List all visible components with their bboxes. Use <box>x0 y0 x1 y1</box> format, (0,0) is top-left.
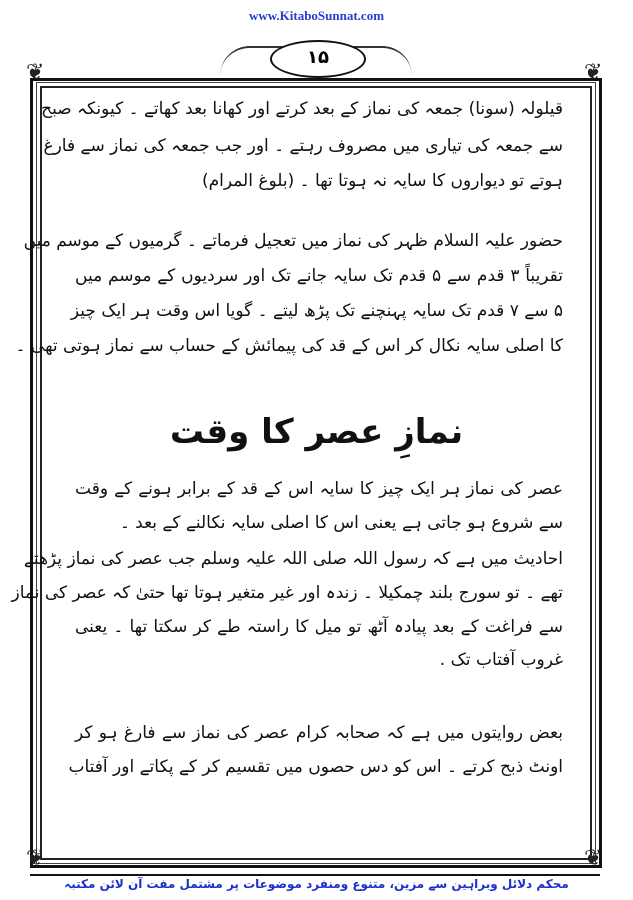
text-line: بعض روایتوں میں ہے کہ صحابہ کرام عصر کی نماز سے فارغ ہو کر <box>75 723 563 743</box>
text-line: غروب آفتاب تک . <box>439 650 563 670</box>
text-line: ہوتے تو دیواروں کا سایہ نہ ہوتا تھا ۔ (بلوغ المرام) <box>201 171 563 191</box>
corner-ornament-icon: ❦ <box>584 60 603 85</box>
page-border-inner <box>11 86 592 860</box>
text-line: سے جمعہ کی تیاری میں مصروف رہتے ۔ اور جب جمعہ کی نماز سے فارغ <box>43 136 563 156</box>
text-line: تقریباً ۳ قدم سے ۵ قدم تک سایہ جانے تک اور سردیوں کے موسم میں <box>75 266 564 286</box>
text-line: حضور علیہ السلام ظہر کی نماز میں تعجیل فرماتے ۔ گرمیوں کے موسم میں <box>23 231 563 251</box>
corner-ornament-icon: ❦ <box>584 846 603 871</box>
text-line: ۵ سے ۷ قدم تک سایہ پہنچنے تک پڑھ لیتے ۔ گویا اس وقت ہر ایک چیز <box>70 301 563 321</box>
site-url[interactable]: www.KitaboSunnat.com <box>248 8 385 23</box>
text-line: اونٹ ذبح کرتے ۔ اس کو دس حصوں میں تقسیم کر کے پکاتے اور آفتاب <box>68 757 563 777</box>
bottom-rule <box>30 874 600 876</box>
text-line: عصر کی نماز ہر ایک چیز کا سایہ اس کے قد کے برابر ہونے کے وقت <box>75 479 563 499</box>
text-line: تھے ۔ تو سورج بلند چمکیلا ۔ زندہ اور غیر متغیر ہوتا تھا حتیٰ کہ عصر کی نماز <box>11 583 563 603</box>
text-line: کا اصلی سایہ نکال کر اس کے قد کی پیمائش کے حساب سے نماز ہوتی تھی ۔ <box>15 336 563 356</box>
text-line: احادیث میں ہے کہ رسول اللہ صلی اللہ علیہ وسلم جب عصر کی نماز پڑھتے <box>23 549 563 569</box>
text-line: قیلولہ (سونا) جمعہ کی نماز کے بعد کرتے اور کھانا بعد کھاتے ۔ کیونکہ صبح <box>41 99 563 119</box>
text-line: سے شروع ہو جاتی ہے یعنی اس کا اصلی سایہ نکالنے کے بعد ۔ <box>119 513 563 533</box>
footer-text: محکم دلائل وبراہین سے مزین، متنوع ومنفرد موضوعات پر مشتمل مفت آن لائن مکتبہ <box>64 877 569 891</box>
corner-ornament-icon: ❦ <box>26 60 45 85</box>
section-heading: نمازِ عصر کا وقت <box>169 412 464 452</box>
text-line: سے فراغت کے بعد پیادہ آٹھ تو میل کا راستہ طے کر سکتا تھا ۔ یعنی <box>75 617 563 637</box>
page-number: ۱۵ <box>270 40 366 78</box>
corner-ornament-icon: ❦ <box>26 846 45 871</box>
